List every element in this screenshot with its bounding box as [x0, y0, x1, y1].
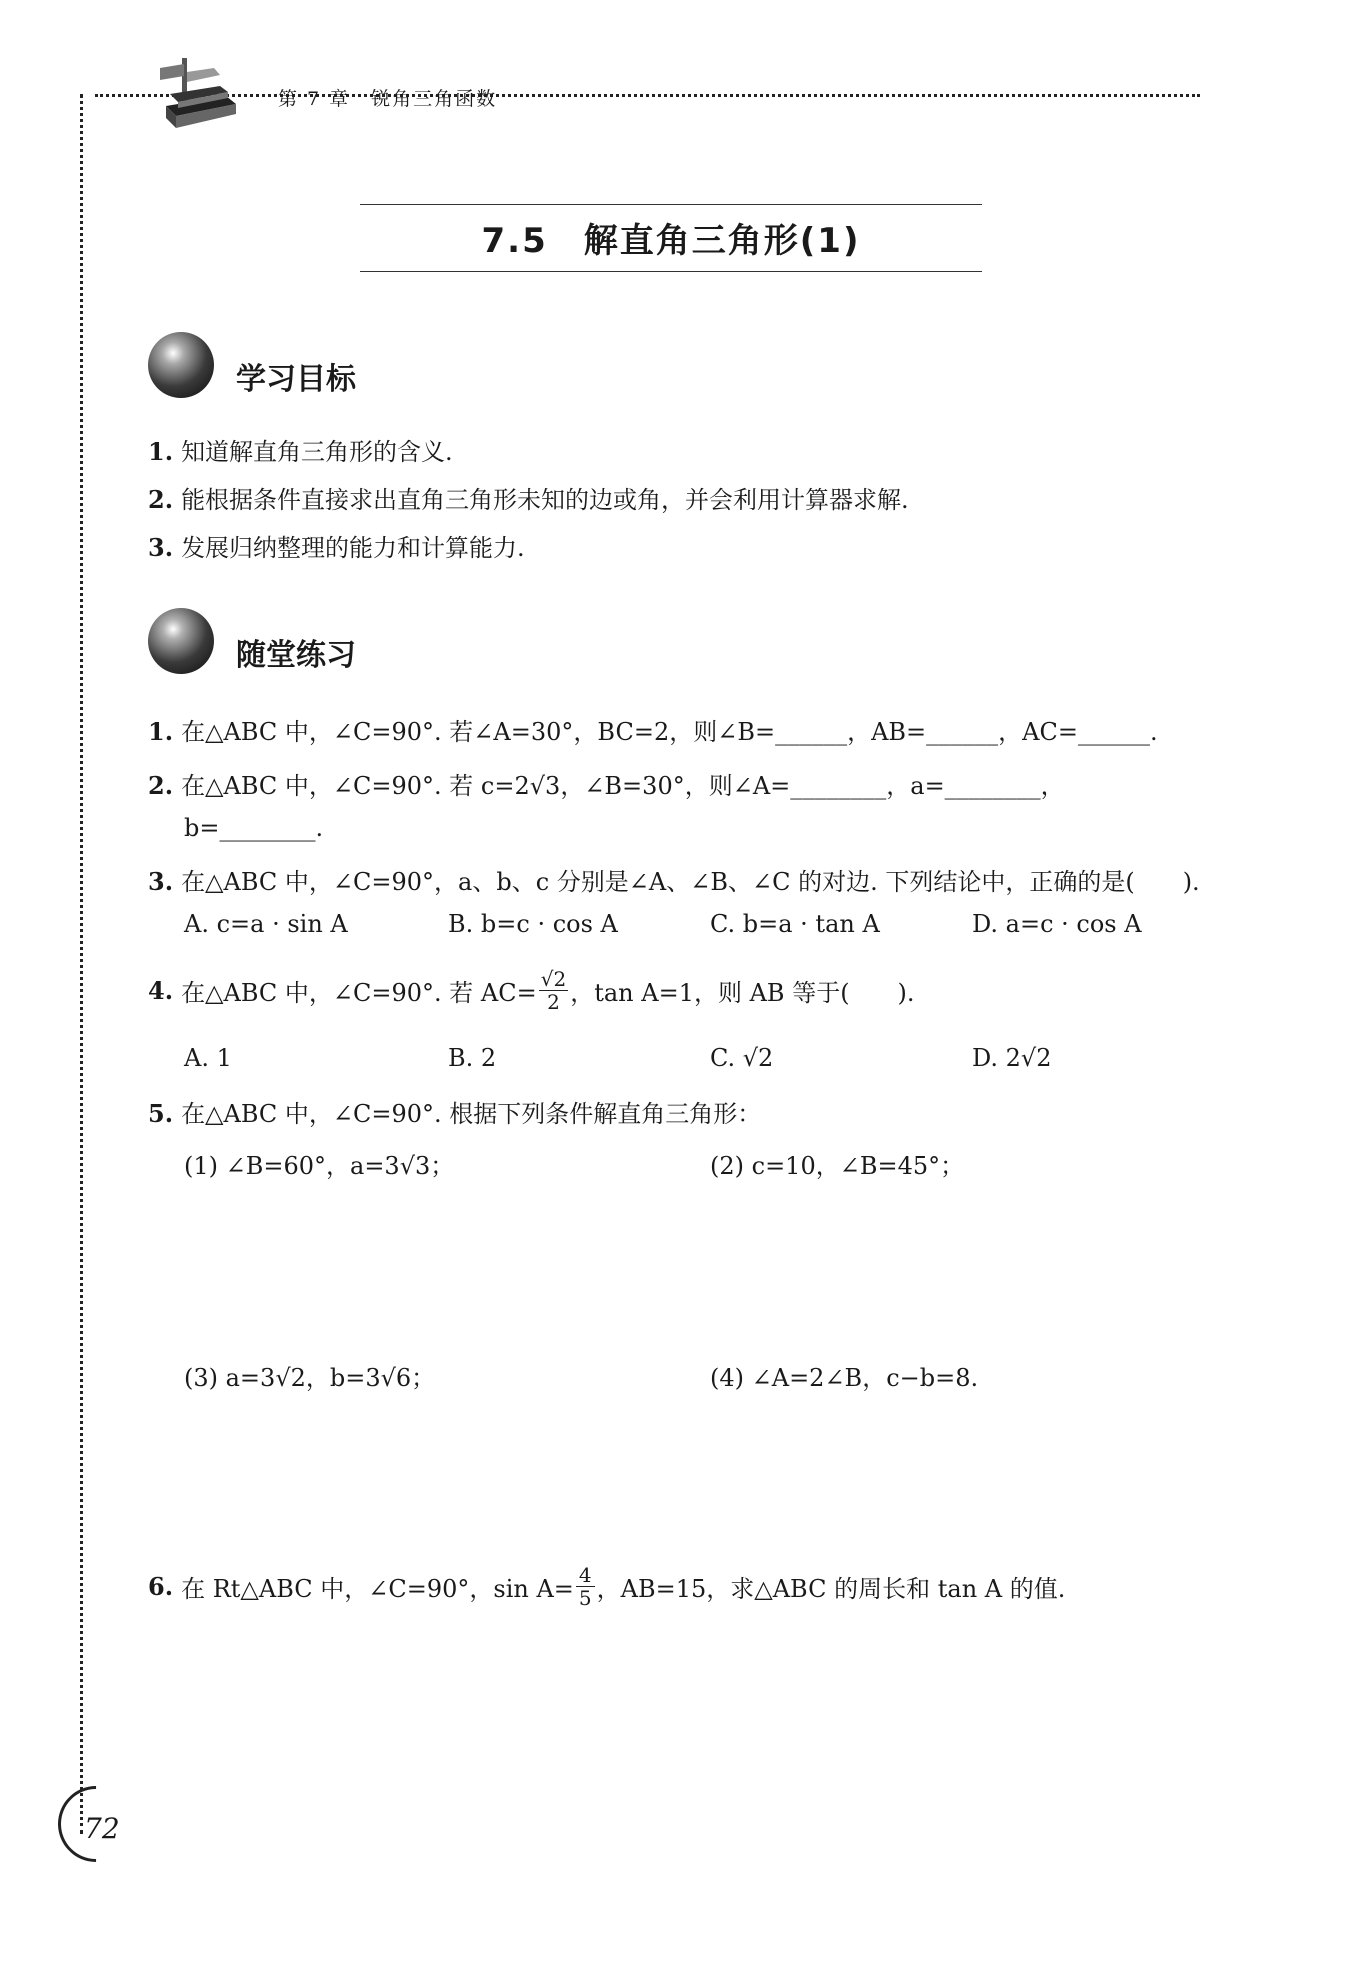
- item-text: 发展归纳整理的能力和计算能力.: [181, 534, 525, 562]
- question-2: [148, 766, 1065, 801]
- question-text: ，tan A=1，则 AB 等于( ).: [570, 979, 915, 1007]
- question-5: [148, 1094, 761, 1129]
- page-number: 72: [84, 1812, 120, 1845]
- question-text: 在△ABC 中，∠C=90°. 若∠A=30°，BC=2，则∠B=______，AB=______，AC=______.: [181, 718, 1158, 746]
- option-a: A. 1: [184, 1044, 232, 1072]
- item-number: 1.: [148, 437, 174, 466]
- question-number: 5.: [148, 1099, 174, 1128]
- option-d: D. a=c · cos A: [972, 910, 1142, 938]
- goal-item: [148, 528, 525, 563]
- question-number: 4.: [148, 976, 174, 1005]
- item-text: 知道解直角三角形的含义.: [181, 438, 453, 466]
- fraction-numerator: √2: [540, 967, 567, 991]
- question-6: [148, 1564, 1065, 1609]
- question-1: [148, 712, 1158, 747]
- question-number: 3.: [148, 867, 174, 896]
- fraction-denominator: 2: [547, 990, 560, 1014]
- question-text: 在 Rt△ABC 中，∠C=90°，sin A=: [181, 1575, 574, 1603]
- goal-item: [148, 432, 453, 467]
- question-text: 在△ABC 中，∠C=90°，a、b、c 分别是∠A、∠B、∠C 的对边. 下列结论中，正确的是( ).: [181, 868, 1200, 896]
- question-number: 1.: [148, 717, 174, 746]
- sub-question-1: (1) ∠B=60°，a=3√3；: [184, 1152, 455, 1180]
- question-text: ，AB=15，求△ABC 的周长和 tan A 的值.: [596, 1575, 1066, 1603]
- question-number: 6.: [148, 1572, 174, 1601]
- option-b: B. b=c · cos A: [448, 910, 618, 938]
- sub-question-4: (4) ∠A=2∠B，c−b=8.: [710, 1364, 979, 1392]
- globe-icon: [148, 608, 214, 674]
- question-text: 在△ABC 中，∠C=90°. 若 AC=: [181, 979, 537, 1007]
- item-number: 3.: [148, 533, 174, 562]
- section-heading-practice: 随堂练习: [236, 638, 356, 673]
- option-a: A. c=a · sin A: [184, 910, 348, 938]
- title-box: [360, 204, 982, 272]
- fraction-numerator: 4: [576, 1564, 595, 1587]
- option-c: C. b=a · tan A: [710, 910, 880, 938]
- option-b: B. 2: [448, 1044, 497, 1072]
- books-signpost-icon: [140, 56, 240, 136]
- question-text: 在△ABC 中，∠C=90°. 根据下列条件解直角三角形：: [181, 1100, 762, 1128]
- item-number: 2.: [148, 485, 174, 514]
- fraction: [576, 1564, 595, 1609]
- question-number: 2.: [148, 771, 174, 800]
- header-dotted-rule: [95, 94, 1200, 97]
- question-3: [148, 862, 1200, 897]
- section-title: 7.5 解直角三角形(1): [481, 221, 861, 261]
- question-text: 在△ABC 中，∠C=90°. 若 c=2√3，∠B=30°，则∠A=________，a=________，: [181, 772, 1065, 800]
- fraction-denominator: 5: [578, 1586, 592, 1610]
- option-c: C. √2: [710, 1044, 774, 1072]
- option-d: D. 2√2: [972, 1044, 1052, 1072]
- margin-dotted-rule: [80, 94, 83, 1834]
- item-text: 能根据条件直接求出直角三角形未知的边或角，并会利用计算器求解.: [181, 486, 909, 514]
- sub-question-2: (2) c=10，∠B=45°；: [710, 1152, 965, 1180]
- section-heading-goals: 学习目标: [236, 362, 356, 397]
- chapter-header: 第 7 章 锐角三角函数: [278, 88, 498, 110]
- fraction: [539, 968, 568, 1013]
- sphere-icon: [148, 332, 214, 398]
- question-4: [148, 968, 915, 1013]
- sub-question-3: (3) a=3√2，b=3√6；: [184, 1364, 436, 1392]
- goal-item: [148, 480, 909, 515]
- question-2-line2: b=________.: [184, 814, 324, 842]
